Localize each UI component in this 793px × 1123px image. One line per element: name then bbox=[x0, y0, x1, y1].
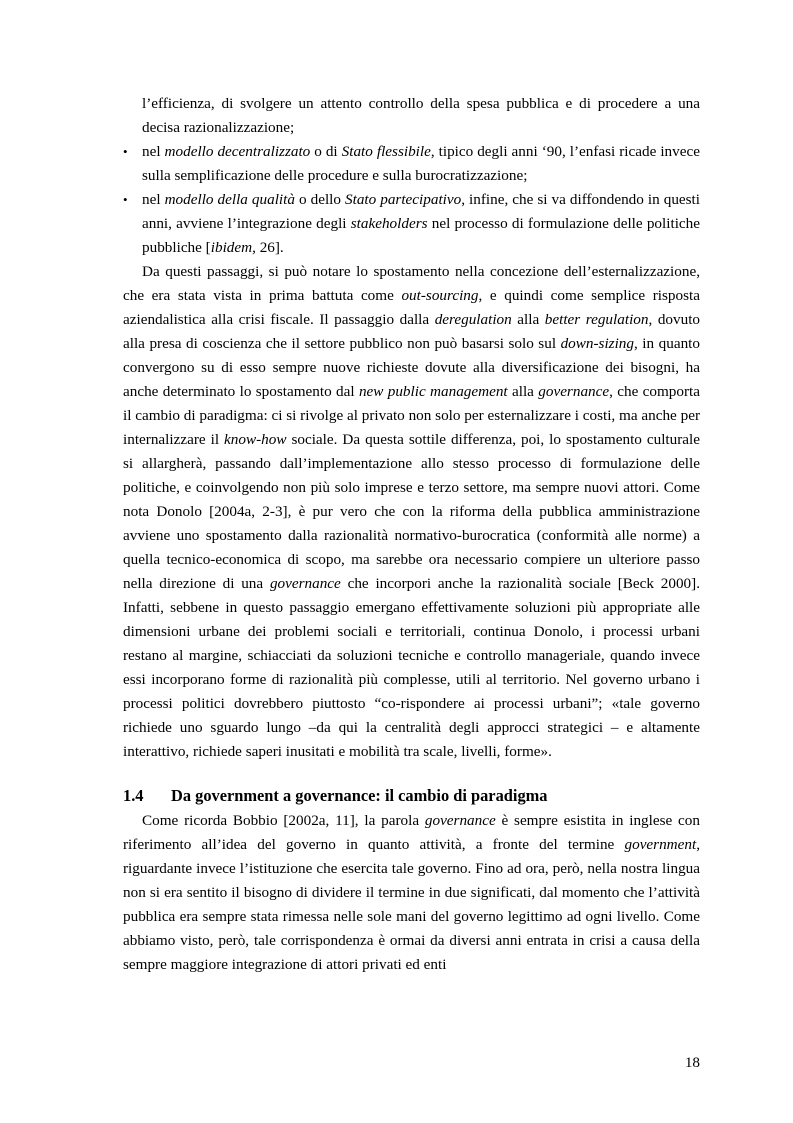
italic-term: new public management bbox=[358, 383, 508, 400]
italic-term: out-sourcing bbox=[401, 287, 479, 304]
paragraph: Da questi passaggi, si può notare lo spostamento nella concezione dell’esternalizzazione, che era stata vista in prima battuta come out-sourcing, e quindi come semplice risposta aziendalistica alla crisi fiscale. Il passaggio dalla deregulation alla better regulation, dovuto alla presa di coscienza che il settore pubblico non può basarsi solo sul down-sizing, in quanto convergono su di esso sempre nuove richieste dovute alla diversificazione dei bisogni, ha anche determinato lo spostamento dal new public management alla governance, che comporta il cambio di paradigma: ci si rivolge al privato non solo per esternalizzare i costi, ma anche per internalizzare il know-how sociale. Da questa sottile differenza, poi, lo spostamento culturale si allargherà, passando dall’implementazione allo stesso processo di formulazione delle politiche, e coinvolgendo non più solo imprese e terzo settore, ma sempre nuovi attori. Come nota Donolo [2004a, 2-3], è pur vero che con la riforma della pubblica amministrazione avviene uno spostamento dalla razionalità normativo-burocratica (conformità alle norme) a quella tecnico-economica di scopo, ma sarebbe ora necessario compiere un ulteriore passo nella direzione di una governance che incorpori anche la razionalità sociale [Beck 2000]. Infatti, sebbene in questo passaggio emergano effettivamente soluzioni più appropriate alle dimensioni urbane dei problemi sociali e territoriali, continua Donolo, i processi urbani restano al margine, schiacciati da soluzioni tecniche e controllo manageriale, quando invece essi incorporano forme di razionalità più complesse, utili al territorio. Nel governo urbano i processi politici dovrebbero piuttosto “co-rispondere ai processi urbani”; «tale governo richiede uno sguardo lungo –da qui la centralità degli approcci strategici – e altamente interattivo, richiede saperi inusitati e mobilità tra scale, livelli, forme». bbox=[123, 263, 701, 760]
list-item bbox=[123, 188, 700, 260]
italic-term: better regulation bbox=[544, 311, 649, 328]
section-number: 1.4 bbox=[123, 786, 144, 805]
italic-term: modello decentralizzato bbox=[164, 143, 311, 160]
italic-term: deregulation bbox=[434, 311, 512, 328]
italic-term: governance bbox=[538, 383, 610, 400]
document-body bbox=[123, 92, 700, 977]
list-item-text: nel modello della qualità o dello Stato partecipativo, infine, che si va diffondendo in questi anni, avviene l’integrazione degli stakeholders nel processo di formulazione delle politiche pubbliche [ibidem, 26]. bbox=[142, 191, 700, 256]
italic-term: governance bbox=[269, 575, 341, 592]
page-number: 18 bbox=[684, 1054, 700, 1071]
italic-term: modello della qualità bbox=[164, 191, 295, 208]
italic-term: government bbox=[624, 836, 697, 853]
italic-term: governance bbox=[424, 812, 496, 829]
list-item-text: nel modello decentralizzato o di Stato flessibile, tipico degli anni ‘90, l’enfasi ricade invece sulla semplificazione delle procedure e sulla burocratizzazione; bbox=[142, 143, 700, 184]
bullet-icon: • bbox=[123, 144, 128, 159]
italic-term: know-how bbox=[224, 431, 287, 448]
list-item bbox=[123, 140, 700, 188]
section-title: Da government a governance: il cambio di paradigma bbox=[171, 786, 548, 805]
bullet-icon: • bbox=[123, 192, 128, 207]
italic-term: Stato partecipativo bbox=[345, 191, 462, 208]
italic-term: Stato flessibile bbox=[341, 143, 431, 160]
italic-term: stakeholders bbox=[350, 215, 428, 232]
italic-term: ibidem bbox=[210, 239, 253, 256]
paragraph: Come ricorda Bobbio [2002a, 11], la parola governance è sempre esistita in inglese con riferimento all’idea del governo in quanto attività, a fronte del termine government, riguardante invece l’istituzione che esercita tale governo. Fino ad ora, però, nella nostra lingua non si era sentito il bisogno di dividere il termine in due significati, dal momento che l’attività pubblica era sempre stata rimessa nelle sole mani del governo legittimo ad ogni livello. Come abbiamo visto, però, tale corrispondenza è ormai da diversi anni entrata in crisi a causa della sempre maggiore integrazione di attori privati ed enti bbox=[123, 812, 700, 973]
section-heading bbox=[123, 784, 700, 808]
paragraph-continuation: l’efficienza, di svolgere un attento controllo della spesa pubblica e di procedere a una decisa razionalizzazione; bbox=[142, 95, 700, 136]
italic-term: down-sizing bbox=[560, 335, 634, 352]
